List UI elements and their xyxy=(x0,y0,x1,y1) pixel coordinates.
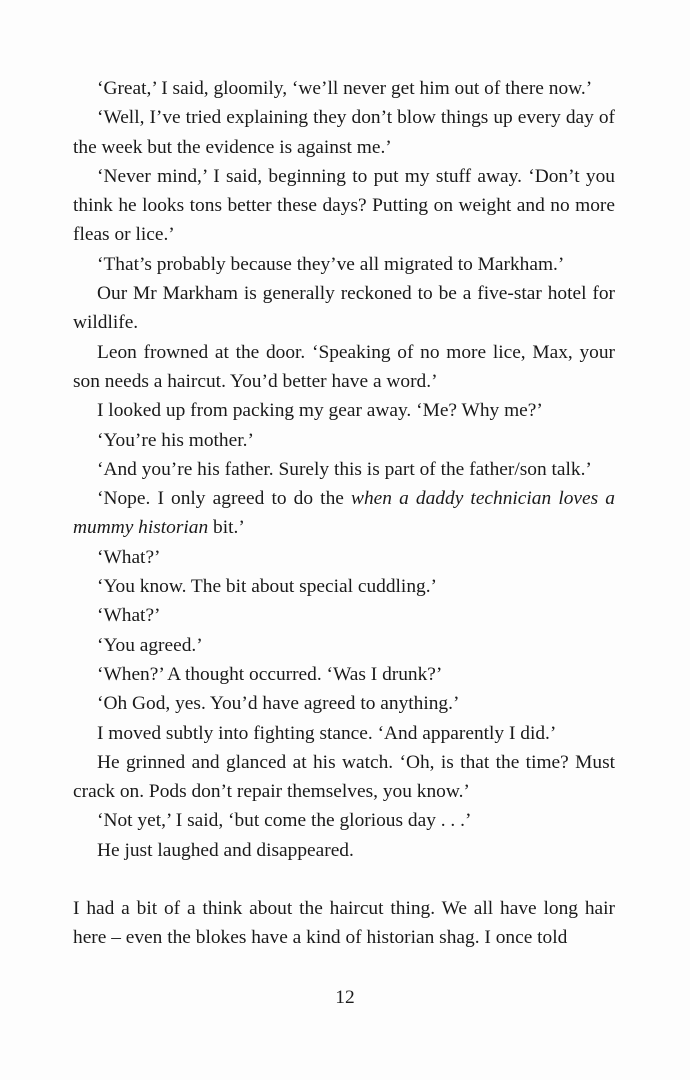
paragraph: ‘Never mind,’ I said, beginning to put my stuff away. ‘Don’t you think he looks tons better these days? Putting on weight and no more fleas or lice.’ xyxy=(73,165,615,246)
paragraph: ‘Great,’ I said, gloomily, ‘we’ll never get him out of there now.’ xyxy=(97,78,593,99)
paragraph: ‘And you’re his father. Surely this is part of the father/son talk.’ xyxy=(97,458,592,480)
paragraph: ‘Oh God, yes. You’d have agreed to anything.’ xyxy=(97,693,460,715)
paragraph: Our Mr Markham is generally reckoned to be a five-star hotel for wildlife. xyxy=(73,283,615,334)
italic-phrase: when a daddy technician loves a mummy historian xyxy=(73,488,615,539)
paragraph: He grinned and glanced at his watch. ‘Oh, is that the time? Must crack on. Pods don’t repair themselves, you know.’ xyxy=(73,751,615,803)
paragraph: He just laughed and disappeared. xyxy=(97,839,354,861)
paragraph-text: ‘Nope. I only agreed to do the xyxy=(97,488,352,510)
paragraph: ‘Not yet,’ I said, ‘but come the glorious day . . .’ xyxy=(97,810,472,832)
paragraph: ‘What?’ xyxy=(97,605,161,627)
scene-break xyxy=(73,865,615,894)
paragraph: ‘You agreed.’ xyxy=(97,634,203,656)
paragraph: I looked up from packing my gear away. ‘Me? Why me?’ xyxy=(97,400,543,422)
body-text xyxy=(73,74,615,953)
paragraph: I moved subtly into fighting stance. ‘And apparently I did.’ xyxy=(97,722,557,744)
paragraph-text: bit.’ xyxy=(208,517,245,539)
paragraph: ‘What?’ xyxy=(97,546,161,568)
paragraph: ‘You know. The bit about special cuddling.’ xyxy=(97,576,438,598)
paragraph: ‘You’re his mother.’ xyxy=(97,429,254,451)
paragraph: ‘That’s probably because they’ve all migrated to Markham.’ xyxy=(97,253,565,275)
paragraph: Leon frowned at the door. ‘Speaking of no more lice, Max, your son needs a haircut. You’d better have a word.’ xyxy=(73,341,615,392)
page-number: 12 xyxy=(335,987,355,1008)
paragraph: ‘When?’ A thought occurred. ‘Was I drunk?’ xyxy=(97,663,443,685)
paragraph: ‘Well, I’ve tried explaining they don’t blow things up every day of the week but the evidence is against me.’ xyxy=(73,107,615,158)
paragraph: I had a bit of a think about the haircut thing. We all have long hair here – even the blokes have a kind of historian shag. I once told xyxy=(73,898,615,949)
paragraph-with-italics xyxy=(73,484,615,543)
